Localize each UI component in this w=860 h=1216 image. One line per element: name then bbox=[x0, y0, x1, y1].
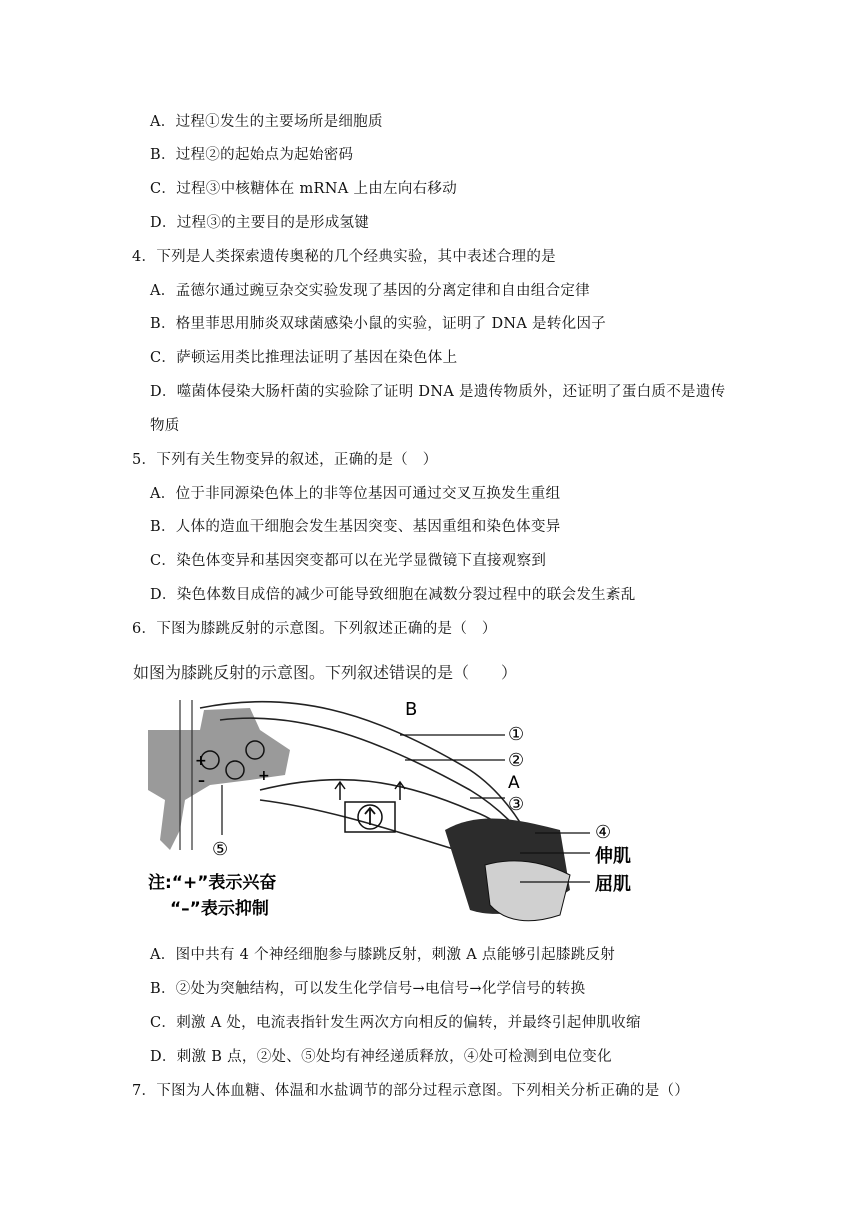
knee-jerk-reflex-diagram bbox=[140, 690, 660, 930]
label-5: ⑤ bbox=[212, 839, 229, 860]
label-3: ③ bbox=[508, 794, 525, 815]
label-extensor: 伸肌 bbox=[595, 846, 631, 867]
label-flexor: 屈肌 bbox=[595, 874, 631, 895]
note-minus: “–”表示抑制 bbox=[170, 899, 269, 919]
minus-sign: – bbox=[198, 773, 205, 789]
q3-option-c: C．过程③中核糖体在 mRNA 上由左向右移动 bbox=[150, 181, 458, 197]
q5-option-b: B．人体的造血干细胞会发生基因突变、基因重组和染色体变异 bbox=[150, 519, 561, 535]
q3-option-b: B．过程②的起始点为起始密码 bbox=[150, 147, 354, 163]
knee-jerk-reflex-figure bbox=[140, 690, 660, 930]
q5-option-c: C．染色体变异和基因突变都可以在光学显微镜下直接观察到 bbox=[150, 553, 547, 569]
label-1: ① bbox=[508, 724, 525, 745]
figure-caption: 如图为膝跳反射的示意图。下列叙述错误的是（ ） bbox=[133, 663, 518, 682]
plus-sign-2: + bbox=[258, 768, 270, 784]
note-plus: 注:“+”表示兴奋 bbox=[148, 873, 277, 893]
q7-stem: 7．下图为人体血糖、体温和水盐调节的部分过程示意图。下列相关分析正确的是（） bbox=[132, 1083, 690, 1099]
label-a: A bbox=[508, 773, 520, 793]
plus-sign: + bbox=[195, 753, 207, 769]
q6-option-c: C．刺激 A 处，电流表指针发生两次方向相反的偏转，并最终引起伸肌收缩 bbox=[150, 1015, 641, 1031]
q4-option-b: B．格里菲思用肺炎双球菌感染小鼠的实验，证明了 DNA 是转化因子 bbox=[150, 316, 607, 332]
q3-option-d: D．过程③的主要目的是形成氢键 bbox=[150, 215, 370, 231]
q6-stem: 6．下图为膝跳反射的示意图。下列叙述正确的是（ ） bbox=[132, 621, 497, 637]
q6-option-a: A．图中共有 4 个神经细胞参与膝跳反射，刺激 A 点能够引起膝跳反射 bbox=[150, 947, 616, 963]
flexor-muscle bbox=[485, 861, 570, 921]
q4-option-c: C．萨顿运用类比推理法证明了基因在染色体上 bbox=[150, 350, 458, 366]
q6-option-d: D．刺激 B 点，②处、⑤处均有神经递质释放，④处可检测到电位变化 bbox=[150, 1049, 612, 1065]
label-b: B bbox=[405, 699, 418, 720]
q6-option-b: B．②处为突触结构，可以发生化学信号→电信号→化学信号的转换 bbox=[150, 981, 586, 997]
q5-option-a: A．位于非同源染色体上的非等位基因可通过交叉互换发生重组 bbox=[150, 486, 561, 502]
q3-option-a: A．过程①发生的主要场所是细胞质 bbox=[150, 114, 383, 130]
q4-option-d: D．噬菌体侵染大肠杆菌的实验除了证明 DNA 是遗传物质外，还证明了蛋白质不是遗传 bbox=[150, 384, 726, 400]
q4-option-d-cont: 物质 bbox=[150, 418, 180, 434]
q5-stem: 5．下列有关生物变异的叙述，正确的是（ ） bbox=[132, 452, 438, 468]
label-2: ② bbox=[508, 750, 525, 771]
q4-option-a: A．孟德尔通过豌豆杂交实验发现了基因的分离定律和自由组合定律 bbox=[150, 283, 590, 299]
q5-option-d: D．染色体数目成倍的减少可能导致细胞在减数分裂过程中的联会发生紊乱 bbox=[150, 587, 636, 603]
q4-stem: 4．下列是人类探索遗传奥秘的几个经典实验，其中表述合理的是 bbox=[132, 249, 556, 265]
label-4: ④ bbox=[595, 822, 612, 843]
